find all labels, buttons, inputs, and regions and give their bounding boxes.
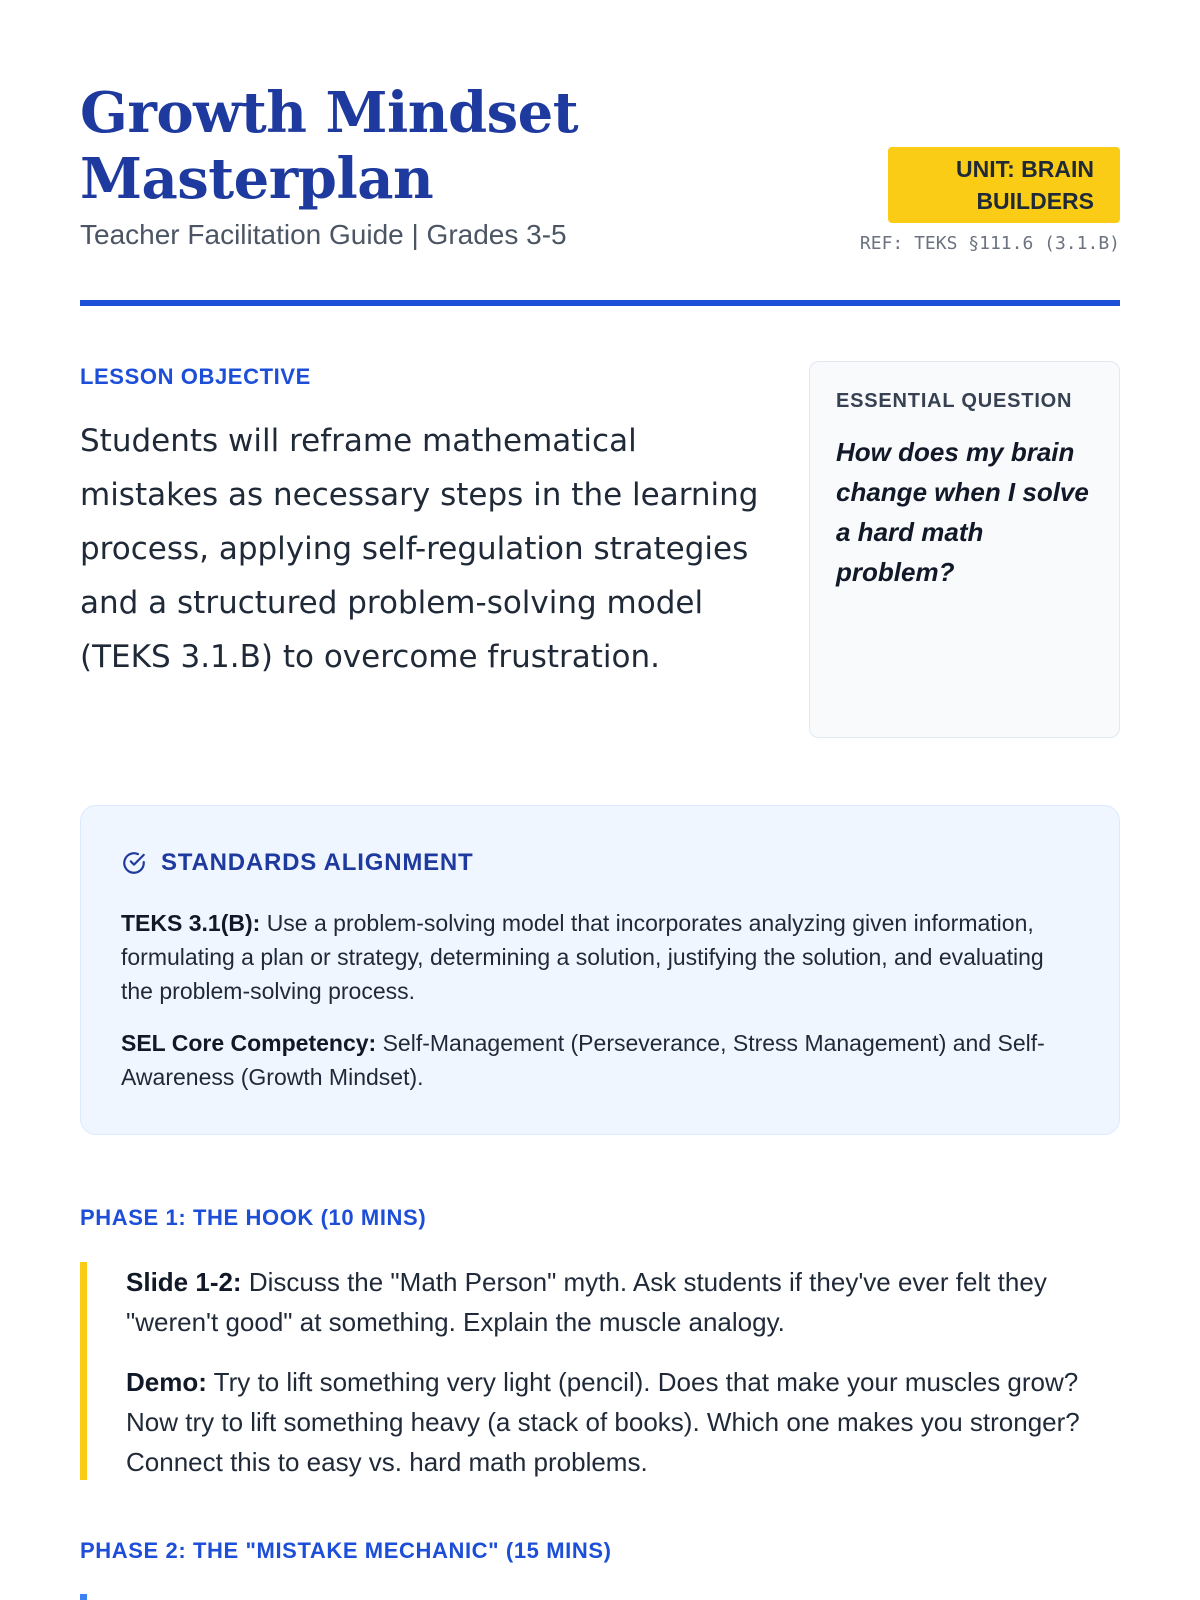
standard-sel [121,1026,1079,1094]
phase-1-label: PHASE 1: THE HOOK (10 MINS) [80,1205,427,1230]
standards-header [121,846,1079,880]
phase-1-item-text: Try to lift something very light (pencil). Does that make your muscles grow? Now try to lift something heavy (a stack of books). Which one makes you stronger? Connect this to easy vs. hard math problems. [126,1367,1080,1477]
phase-1-item [126,1262,1120,1342]
lesson-plan-page [80,0,1120,1600]
objective-label: LESSON OBJECTIVE [80,364,311,389]
essential-question-text: How does my brain change when I solve a hard math problem? [836,437,1089,587]
objective-text: Students will reframe mathematical mistakes as necessary steps in the learning process, applying self-regulation strategies and a structured problem-solving model (TEKS 3.1.B) to overcome frustration. [80,423,759,675]
phase-1-item-label: Demo: [126,1367,207,1397]
phase-2-accent-bar [80,1594,87,1600]
phase-1-item-label: Slide 1-2: [126,1267,242,1297]
phase-1-item-text: Discuss the "Math Person" myth. Ask students if they've ever felt they "weren't good" at something. Explain the muscle analogy. [126,1267,1047,1337]
essential-question-card [809,361,1120,738]
header-divider [80,300,1120,306]
check-circle-icon [121,850,147,876]
standard-teks-label: TEKS 3.1(B): [121,910,261,936]
standard-teks [121,906,1079,1008]
standard-teks-text: Use a problem-solving model that incorporates analyzing given information, formulating a plan or strategy, determining a solution, justifying the solution, and evaluating the problem-solving process. [121,910,1044,1004]
page-title: Growth Mindset Masterplan [80,80,579,212]
standard-sel-text: Self-Management (Perseverance, Stress Management) and Self-Awareness (Growth Mindset). [121,1030,1045,1090]
phase-2-label: PHASE 2: THE "MISTAKE MECHANIC" (15 MINS) [80,1538,612,1563]
reference-code: REF: TEKS §111.6 (3.1.B) [859,233,1120,254]
phase-1-content [80,1262,1120,1480]
page-subtitle: Teacher Facilitation Guide | Grades 3-5 [80,219,567,250]
standards-title: STANDARDS ALIGNMENT [161,849,474,876]
phase-1-item [126,1362,1120,1482]
standards-alignment-box [80,805,1120,1135]
essential-question-label: ESSENTIAL QUESTION [836,390,1073,412]
page-header [80,80,1120,304]
standard-sel-label: SEL Core Competency: [121,1030,377,1056]
unit-badge: UNIT: BRAIN BUILDERS [888,147,1120,223]
